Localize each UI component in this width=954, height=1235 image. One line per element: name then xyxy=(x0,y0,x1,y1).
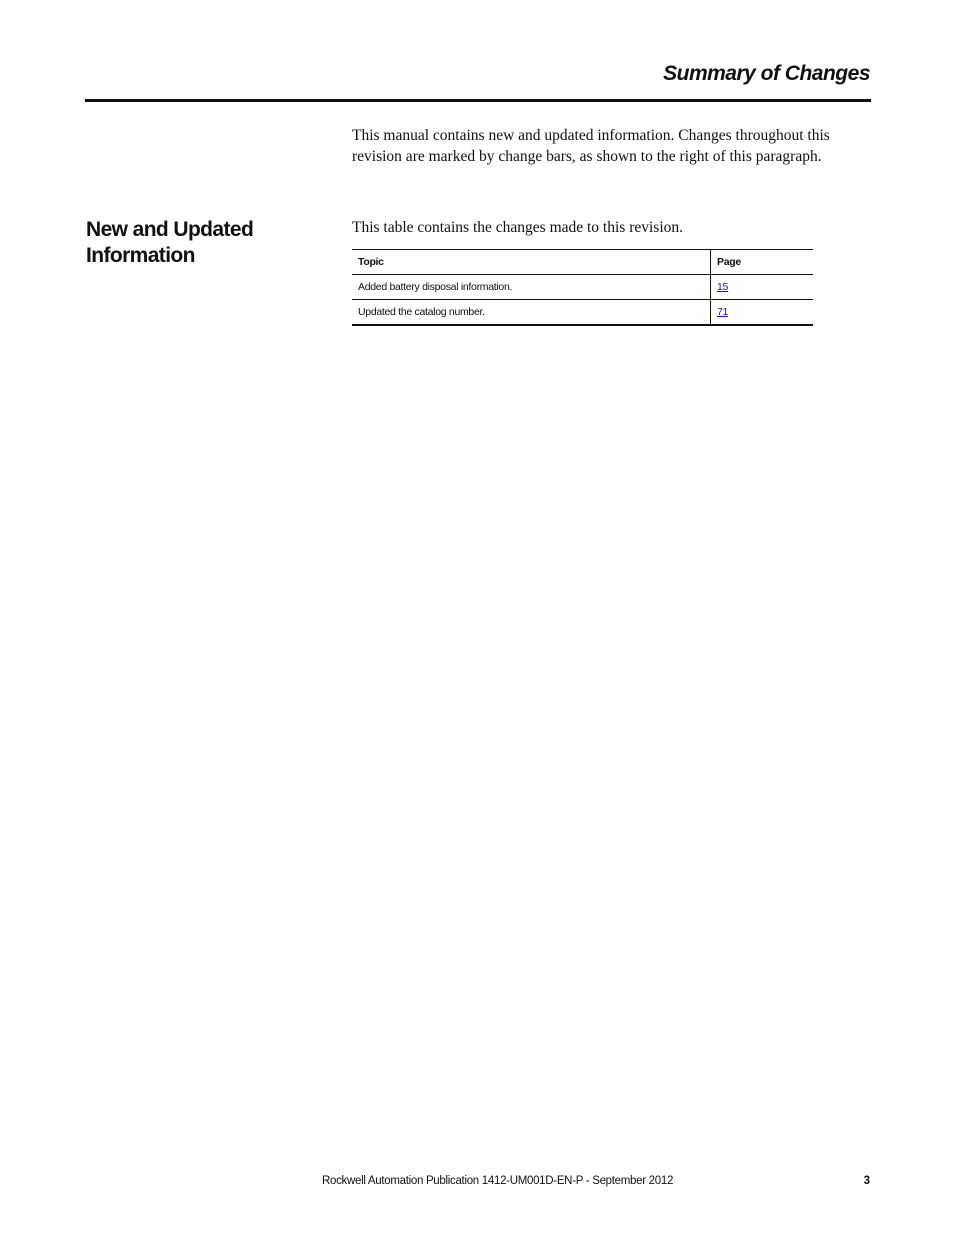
page-cell xyxy=(711,275,814,300)
topic-cell: Updated the catalog number. xyxy=(352,300,711,326)
footer-publication: Rockwell Automation Publication 1412-UM001D-EN-P - September 2012 xyxy=(322,1175,674,1187)
page-title: Summary of Changes xyxy=(663,62,870,85)
table-intro: This table contains the changes made to this revision. xyxy=(352,219,684,236)
table-row xyxy=(352,275,813,300)
page-link[interactable]: 15 xyxy=(717,281,729,293)
intro-paragraph: This manual contains new and updated information. Changes throughout this revision are marked by change bars, as shown to the right of this paragraph. xyxy=(352,127,830,165)
table-row xyxy=(352,300,813,326)
changes-table xyxy=(352,249,813,326)
title-divider xyxy=(85,99,871,102)
footer-page-number: 3 xyxy=(863,1175,870,1187)
section-heading: New and Updated Information xyxy=(86,218,254,267)
column-header-topic: Topic xyxy=(352,250,711,275)
page-cell xyxy=(711,300,814,326)
column-header-page: Page xyxy=(711,250,814,275)
table-header-row xyxy=(352,250,813,275)
topic-cell: Added battery disposal information. xyxy=(352,275,711,300)
page-link[interactable]: 71 xyxy=(717,306,729,318)
